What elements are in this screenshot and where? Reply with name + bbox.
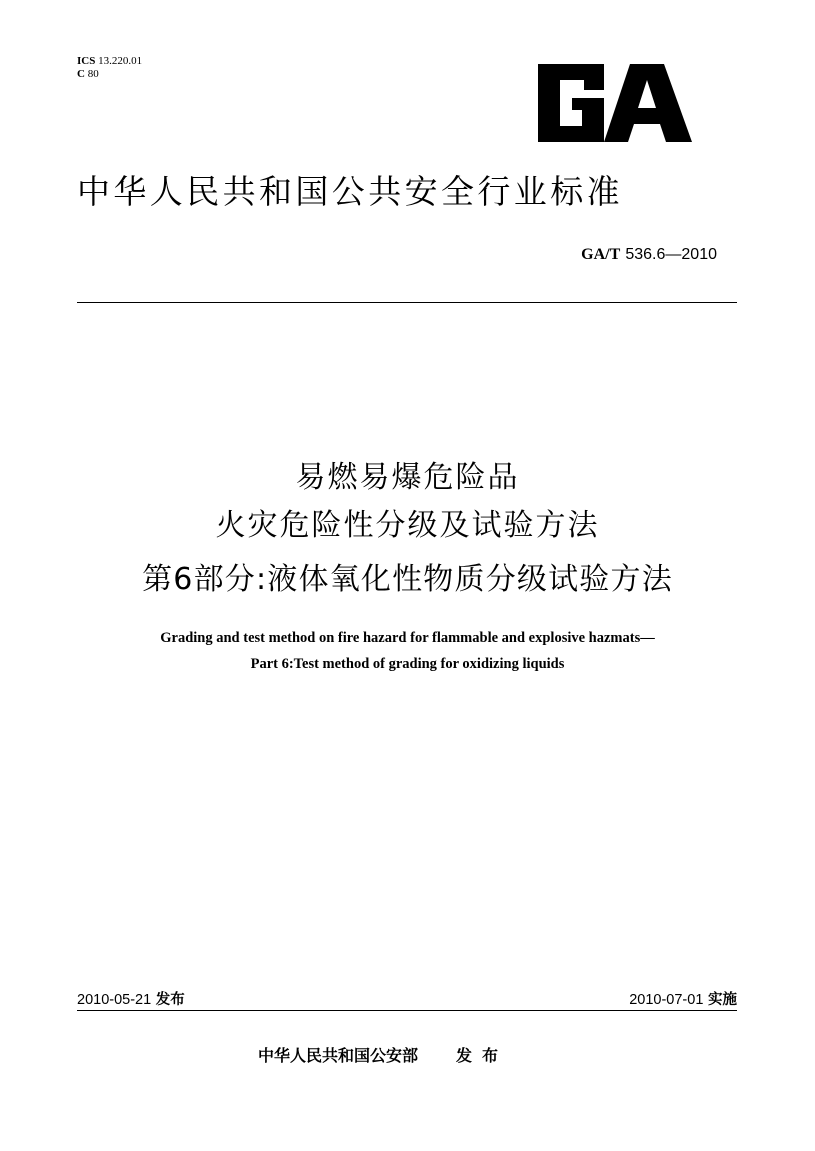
impl-date-word: 实施 [708, 992, 737, 1008]
ga-logo [534, 64, 692, 142]
ics-value: 13.220.01 [98, 55, 143, 67]
implementation-date [629, 988, 737, 1009]
publisher [258, 1043, 508, 1066]
ccs-line [77, 68, 142, 81]
impl-date-value: 2010-07-01 [629, 992, 704, 1008]
issue-date-word: 发布 [155, 992, 185, 1008]
top-divider [77, 302, 737, 303]
classification-codes [77, 55, 142, 81]
publisher-name: 中华人民共和国公安部 [258, 1046, 419, 1065]
en-title-line-2: Part 6:Test method of grading for oxidizing liquids [250, 656, 565, 672]
standard-number [581, 244, 717, 264]
ics-line [77, 55, 142, 68]
bottom-divider [77, 1010, 737, 1011]
cn-title-line-1: 易燃易爆危险品 [295, 460, 520, 495]
ccs-value: 80 [87, 68, 99, 80]
standard-prefix: GA/T [581, 246, 621, 263]
en-title-line-1: Grading and test method on fire hazard for flammable and explosive hazmats— [160, 630, 655, 646]
ccs-label: C [77, 68, 85, 80]
publish-action: 发布 [456, 1046, 509, 1065]
cn-title-line-2: 火灾危险性分级及试验方法 [215, 508, 600, 543]
industry-standard-title: 中华人民共和国公共安全行业标准 [77, 172, 623, 211]
issue-date-value: 2010-05-21 [77, 992, 152, 1008]
standard-number-value: 536.6—2010 [625, 246, 717, 263]
issue-date [77, 988, 185, 1009]
ics-label: ICS [77, 55, 96, 67]
cn-title-line-3: 第6部分:液体氧化性物质分级试验方法 [142, 562, 673, 597]
